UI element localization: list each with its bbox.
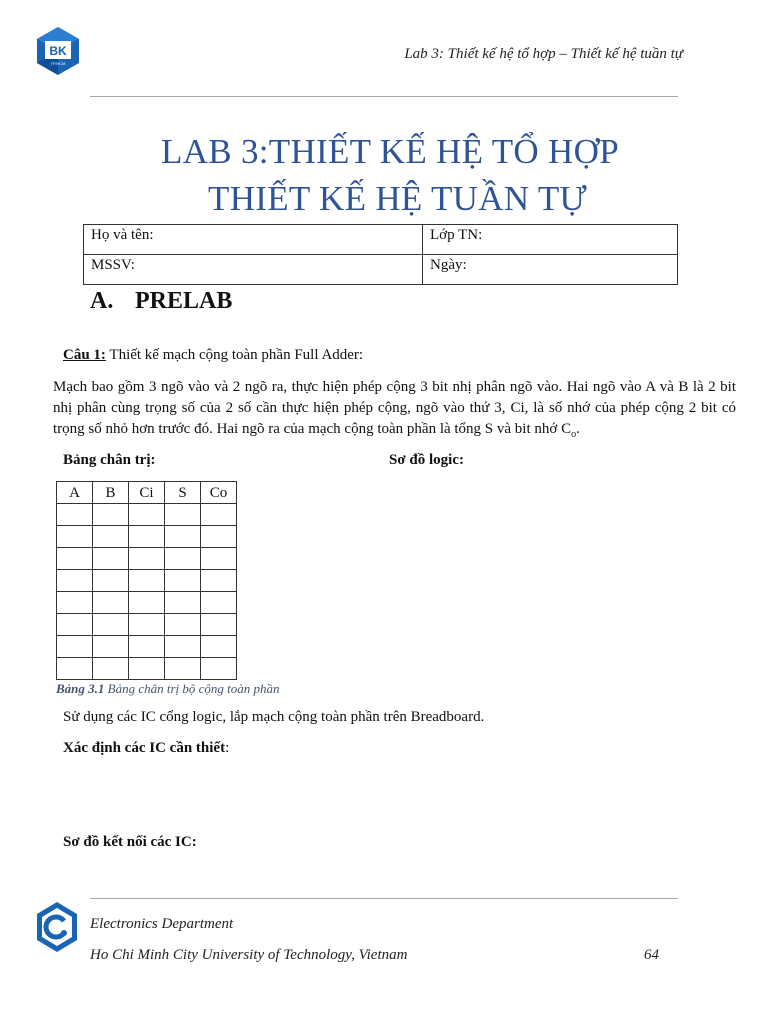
student-info-table <box>83 224 678 285</box>
truth-table-cell <box>165 592 201 614</box>
truth-table-cell <box>57 592 93 614</box>
footer-divider <box>90 898 678 899</box>
page-title-line-2: THIẾT KẾ HỆ TUẦN TỰ <box>208 179 587 218</box>
truth-table-header-s: S <box>165 482 201 504</box>
question-1 <box>63 347 363 364</box>
truth-table-cell <box>129 614 165 636</box>
truth-table-cell <box>93 614 129 636</box>
truth-table-cell <box>201 592 237 614</box>
truth-table-cell <box>57 504 93 526</box>
truth-table-cell <box>57 570 93 592</box>
truth-table-cell <box>93 658 129 680</box>
truth-table-cell <box>165 636 201 658</box>
truth-table-cell <box>129 570 165 592</box>
truth-table-row <box>57 548 237 570</box>
truth-table-cell <box>129 658 165 680</box>
description-end: . <box>576 421 580 437</box>
truth-table-cell <box>57 526 93 548</box>
truth-table-cell <box>201 614 237 636</box>
truth-table-row <box>57 614 237 636</box>
name-field-label: Họ và tên: <box>84 225 423 255</box>
section-number: A. <box>90 288 114 314</box>
truth-table-cell <box>93 526 129 548</box>
student-id-field-label: MSSV: <box>84 255 423 285</box>
logo-subtext: TP.HCM <box>50 61 66 66</box>
truth-table-cell <box>57 658 93 680</box>
truth-table-cell <box>57 548 93 570</box>
truth-table-header-b: B <box>93 482 129 504</box>
truth-table-cell <box>57 636 93 658</box>
question-label: Câu 1: <box>63 347 106 363</box>
truth-table-header-row <box>57 482 237 504</box>
truth-table-cell <box>165 658 201 680</box>
truth-table-cell <box>165 548 201 570</box>
truth-table-cell <box>93 636 129 658</box>
department-logo <box>33 900 81 954</box>
bk-logo <box>33 25 83 77</box>
truth-table-row <box>57 570 237 592</box>
truth-table-cell <box>201 658 237 680</box>
caption-label: Bảng 3.1 <box>56 681 105 696</box>
page-number: 64 <box>644 947 659 963</box>
truth-table-row <box>57 504 237 526</box>
truth-table-row <box>57 592 237 614</box>
logo-text: BK <box>49 44 67 58</box>
truth-table-header-a: A <box>57 482 93 504</box>
question-text: Thiết kế mạch cộng toàn phần Full Adder: <box>109 347 364 363</box>
description-paragraph <box>53 377 736 445</box>
section-title: PRELAB <box>135 288 233 314</box>
ic-wiring-label: Sơ đồ kết nối các IC: <box>63 834 197 850</box>
footer-department: Electronics Department <box>90 916 234 932</box>
truth-table-cell <box>201 526 237 548</box>
page-title-line-1: LAB 3:THIẾT KẾ HỆ TỔ HỢP <box>161 132 619 171</box>
truth-table-cell <box>93 504 129 526</box>
description-text: Mạch bao gồm 3 ngõ vào và 2 ngõ ra, thực hiện phép cộng 3 bit nhị phân ngõ vào. Hai ngõ vào A và B là 2 bit nhị phân cùng trọng số của 2 số cần thực hiện phép cộng, ngõ vào thứ 3, Ci, là số nhớ của phép cộng 2 bit có trọng số nhỏ hơn trước đó. Hai ngõ ra của mạch cộng toàn phần là tổng S và bit nhớ C <box>53 379 736 437</box>
truth-table-cell <box>93 592 129 614</box>
truth-table-cell <box>129 636 165 658</box>
truth-table-cell <box>201 636 237 658</box>
truth-table-cell <box>93 548 129 570</box>
ic-required-label <box>63 740 229 757</box>
truth-table-cell <box>201 504 237 526</box>
footer-university: Ho Chi Minh City University of Technology, Vietnam <box>90 947 408 963</box>
truth-table-cell <box>165 614 201 636</box>
truth-table-header-co: Co <box>201 482 237 504</box>
truth-table-cell <box>165 526 201 548</box>
date-field-label: Ngày: <box>423 255 678 285</box>
logic-diagram-label: Sơ đồ logic: <box>389 452 464 468</box>
truth-table-cell <box>201 570 237 592</box>
section-heading <box>90 288 232 315</box>
truth-table-cell <box>165 504 201 526</box>
header-divider <box>90 96 678 97</box>
class-field-label: Lớp TN: <box>423 225 678 255</box>
truth-table-cell <box>93 570 129 592</box>
instruction-text: Sử dụng các IC cổng logic, lắp mạch cộng toàn phần trên Breadboard. <box>63 709 485 725</box>
truth-table-cell <box>129 526 165 548</box>
table-caption <box>56 681 280 697</box>
truth-table-cell <box>129 592 165 614</box>
truth-table-cell <box>129 504 165 526</box>
truth-table-cell <box>201 548 237 570</box>
truth-table-row <box>57 526 237 548</box>
caption-text: Bảng chân trị bộ cộng toàn phần <box>107 681 280 696</box>
truth-table-cell <box>165 570 201 592</box>
ic-label-text: Xác định các IC cần thiết <box>63 740 226 756</box>
truth-table-cell <box>57 614 93 636</box>
ic-label-colon: : <box>225 740 230 756</box>
description-subscript: o <box>571 429 577 440</box>
truth-table-row <box>57 636 237 658</box>
truth-table-cell <box>129 548 165 570</box>
truth-table <box>56 481 237 680</box>
truth-table-header-ci: Ci <box>129 482 165 504</box>
running-header: Lab 3: Thiết kế hệ tổ hợp – Thiết kế hệ tuần tự <box>404 46 683 62</box>
truth-table-label: Bảng chân trị: <box>63 452 156 468</box>
truth-table-row <box>57 658 237 680</box>
